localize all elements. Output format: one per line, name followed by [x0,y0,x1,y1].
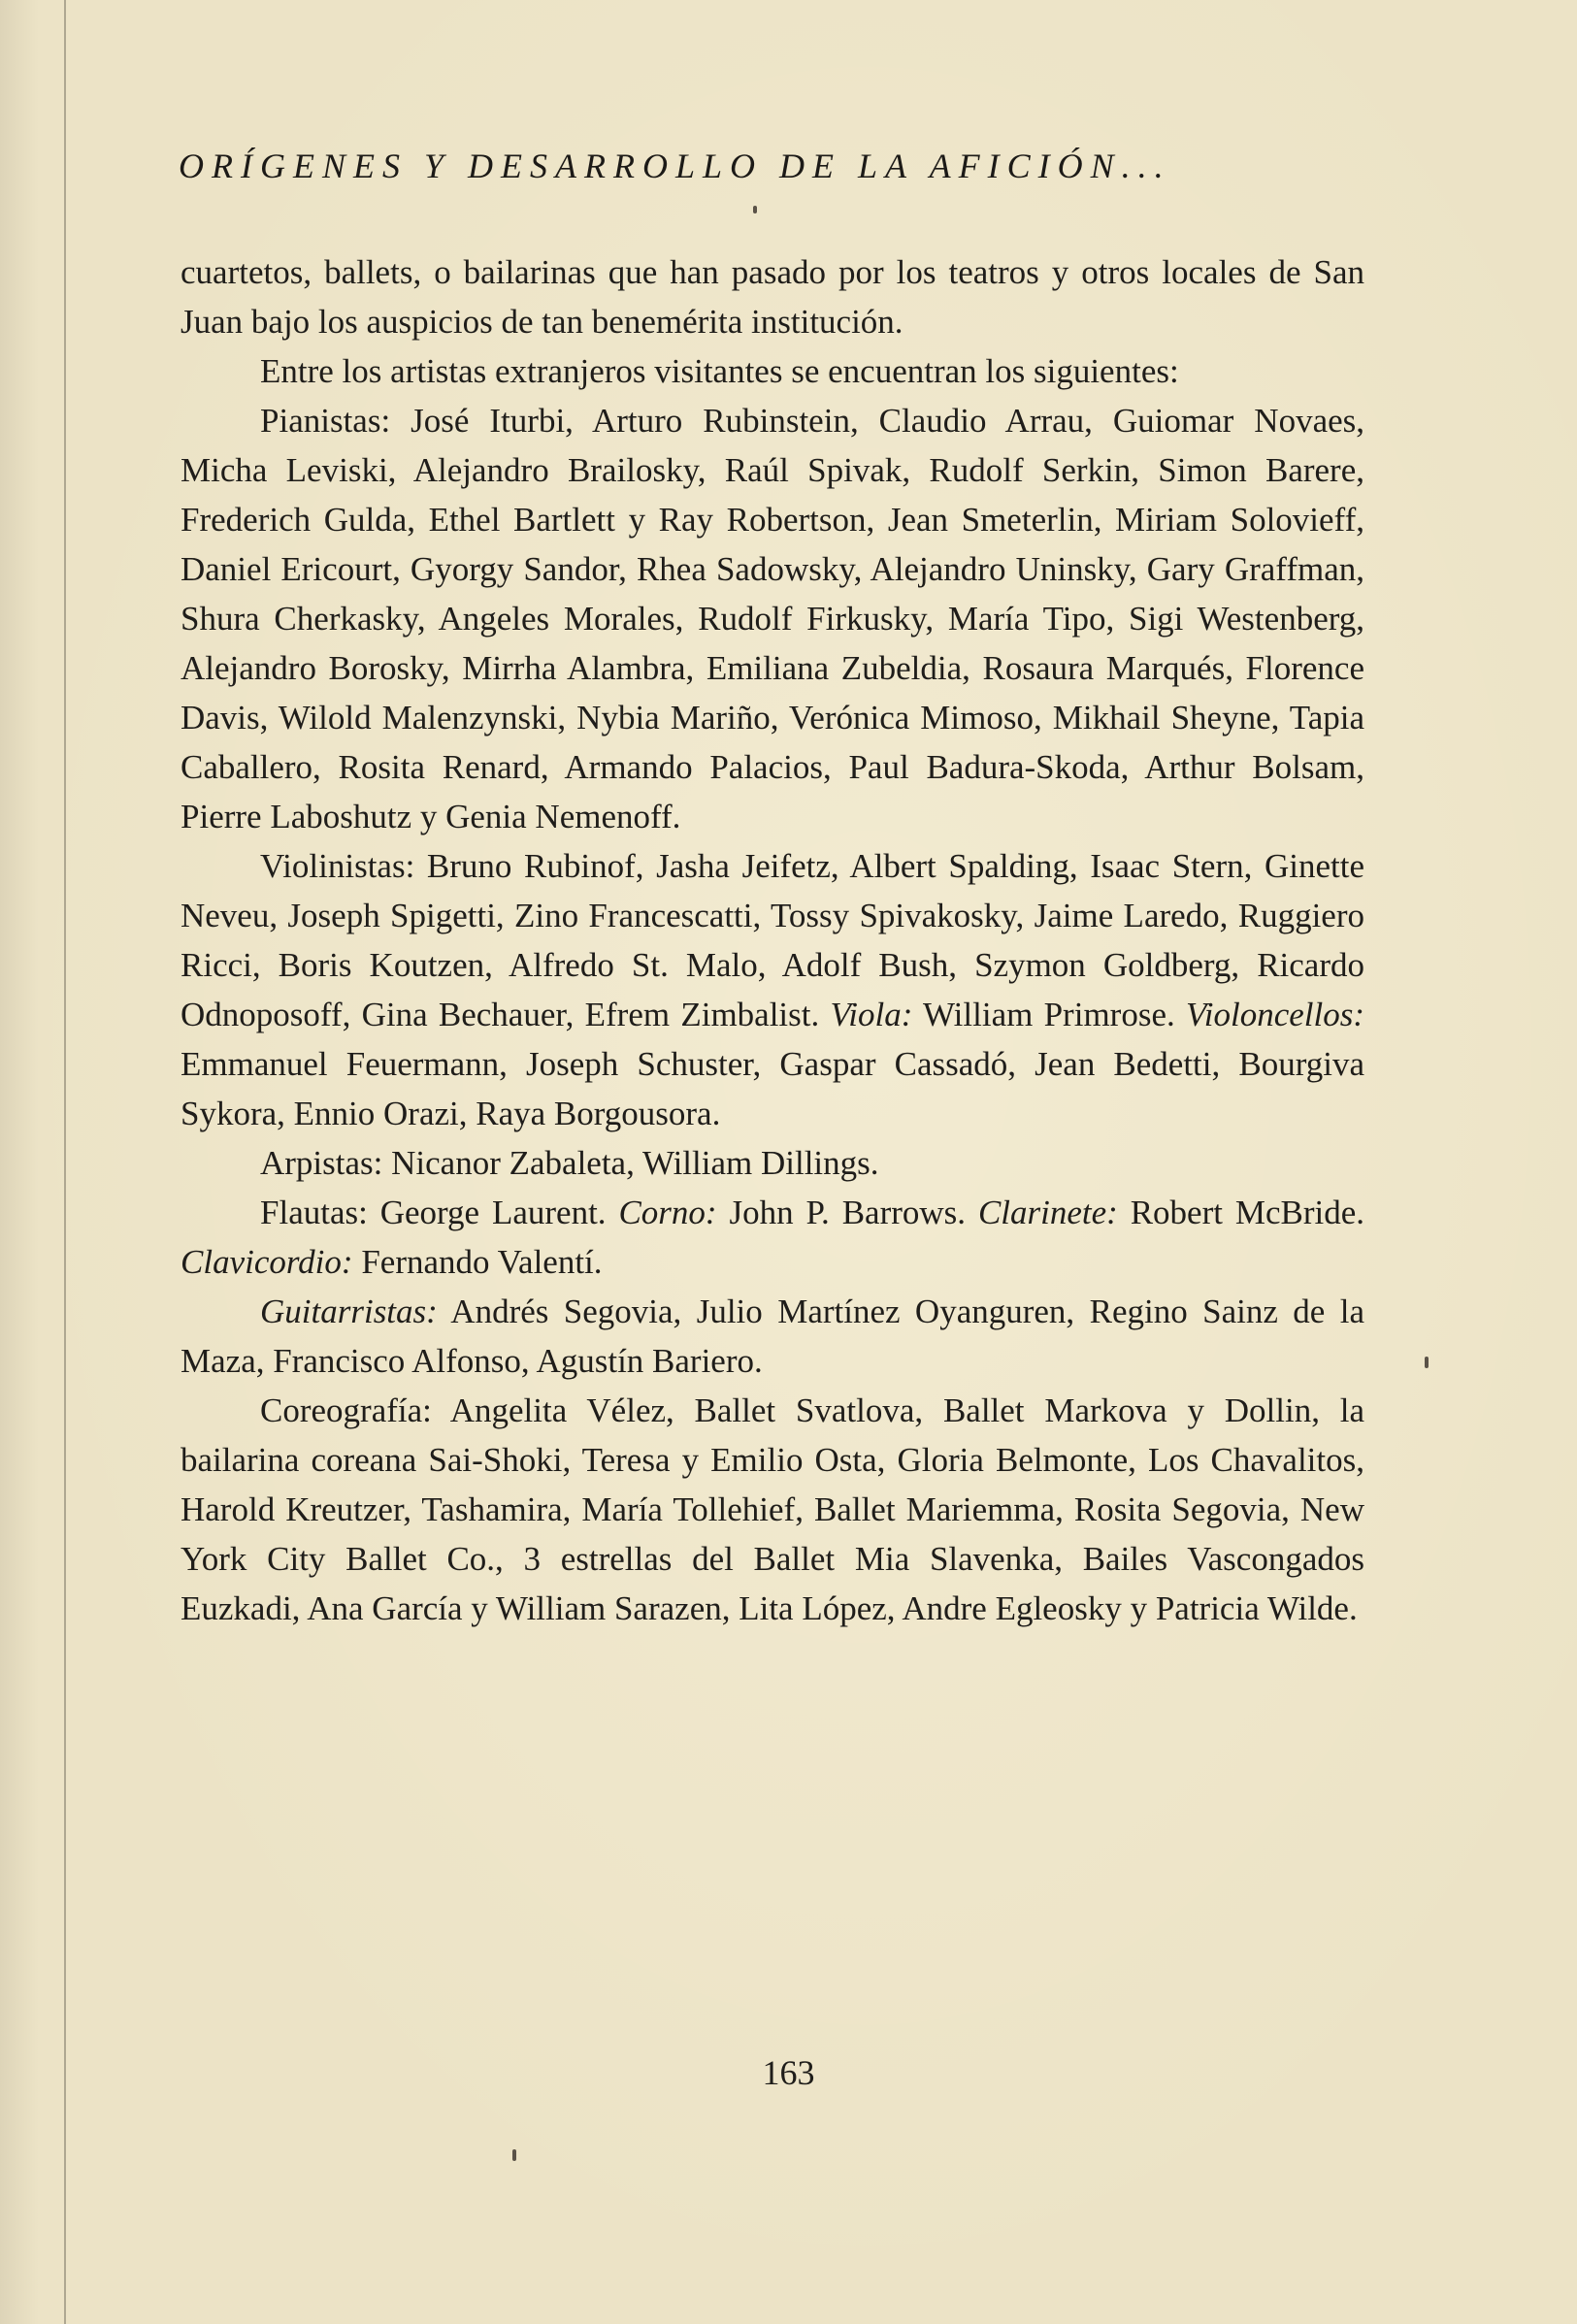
category-label-clavicordio: Clavicordio: [181,1243,353,1281]
pianistas-list: José Iturbi, Arturo Rubinstein, Claudio Arrau, Guiomar Novaes, Micha Leviski, Alejandro Brailosky, Raúl Spivak, Rudolf Serkin, Simon Barere, Frederich Gulda, Ethel Bartlett y Ray Robertson, Jean Smeterlin, Miriam Solovieff, Daniel Ericourt, Gyorgy Sandor, Rhea Sadowsky, Alejandro Uninsky, Gary Graffman, Shura Cherkasky, Angeles Morales, Rudolf Firkusky, María Tipo, Sigi Westenberg, Alejandro Borosky, Mirrha Alambra, Emiliana Zubeldia, Rosaura Marqués, Florence Davis, Wilold Malenzynski, Nybia Mariño, Verónica Mimoso, Mikhail Sheyne, Tapia Caballero, Rosita Renard, Armando Palacios, Paul Badura-Skoda, Arthur Bolsam, Pierre Laboshutz y Genia Nemenoff. [181,402,1365,835]
paragraph-pianistas [181,396,1364,841]
paper-speck [1425,1357,1429,1368]
clarinete-list: Robert McBride. [1130,1194,1365,1231]
paragraph-intro-continuation: cuartetos, ballets, o bailarinas que han pasado por los teatros y otros locales de San Juan bajo los auspicios de tan benemérita institución. [181,253,1364,341]
guitarristas-list: Andrés Segovia, Julio Martínez Oyanguren, Regino Sainz de la Maza, Francisco Alfonso, Agustín Bariero. [181,1293,1364,1380]
paper-speck [512,2149,516,2161]
page-gutter-shadow [64,0,66,2324]
corno-list: John P. Barrows. [729,1194,967,1231]
coreografia-list: Angelita Vélez, Ballet Svatlova, Ballet Markova y Dollin, la bailarina coreana Sai-Shoki, Teresa y Emilio Osta, Gloria Belmonte, Los Chavalitos, Harold Kreutzer, Tashamira, María Tollehief, Ballet Mariemma, Rosita Segovia, New York City Ballet Co., 3 estrellas del Ballet Mia Slavenka, Bailes Vascongados Euzkadi, Ana García y William Sarazen, Lita López, Andre Egleosky y Patricia Wilde. [181,1391,1364,1627]
category-label-flautas: Flautas: [260,1194,368,1231]
paragraph-flautas [181,1188,1364,1287]
page-number: 163 [762,2053,815,2092]
viola-list: William Primrose. [923,996,1175,1033]
category-label-corno: Corno: [618,1194,717,1231]
paragraph-violinistas [181,841,1364,1138]
category-label-guitarristas: Guitarristas: [260,1293,438,1330]
violinistas-list: Bruno Rubinof, Jasha Jeifetz, Albert Spalding, Isaac Stern, Ginette Neveu, Joseph Spigetti, Zino Francescatti, Tossy Spivakosky, Jaime Laredo, Ruggiero Ricci, Boris Koutzen, Alfredo St. Malo, Adolf Bush, Szymon Goldberg, Ricardo Odnoposoff, Gina Bechauer, Efrem Zimbalist. [181,847,1364,1033]
paragraph-guitarristas [181,1287,1364,1386]
violoncellos-list: Emmanuel Feuermann, Joseph Schuster, Gaspar Cassadó, Jean Bedetti, Bourgiva Sykora, Ennio Orazi, Raya Borgousora. [181,1045,1364,1132]
clavicordio-list: Fernando Valentí. [361,1243,603,1281]
category-label-viola: Viola: [830,996,913,1033]
flautas-list: George Laurent. [379,1194,607,1231]
paragraph-intro-lead: Entre los artistas extranjeros visitantes se encuentran los siguientes: [260,352,1179,390]
category-label-arpistas: Arpistas: [260,1144,383,1182]
paper-speck [753,206,757,213]
category-label-pianistas: Pianistas: [260,402,391,440]
paragraph-arpistas [181,1138,1364,1188]
category-label-coreografia: Coreografía: [260,1391,432,1429]
paragraph-coreografia [181,1386,1364,1633]
category-label-violinistas: Violinistas: [260,847,415,885]
category-label-violoncellos: Violoncellos: [1186,996,1365,1033]
category-label-clarinete: Clarinete: [977,1194,1118,1231]
running-title: ORÍGENES Y DESARROLLO DE LA AFICIÓN... [179,147,1171,185]
body-text [181,247,1364,1633]
arpistas-list: Nicanor Zabaleta, William Dillings. [391,1144,879,1182]
